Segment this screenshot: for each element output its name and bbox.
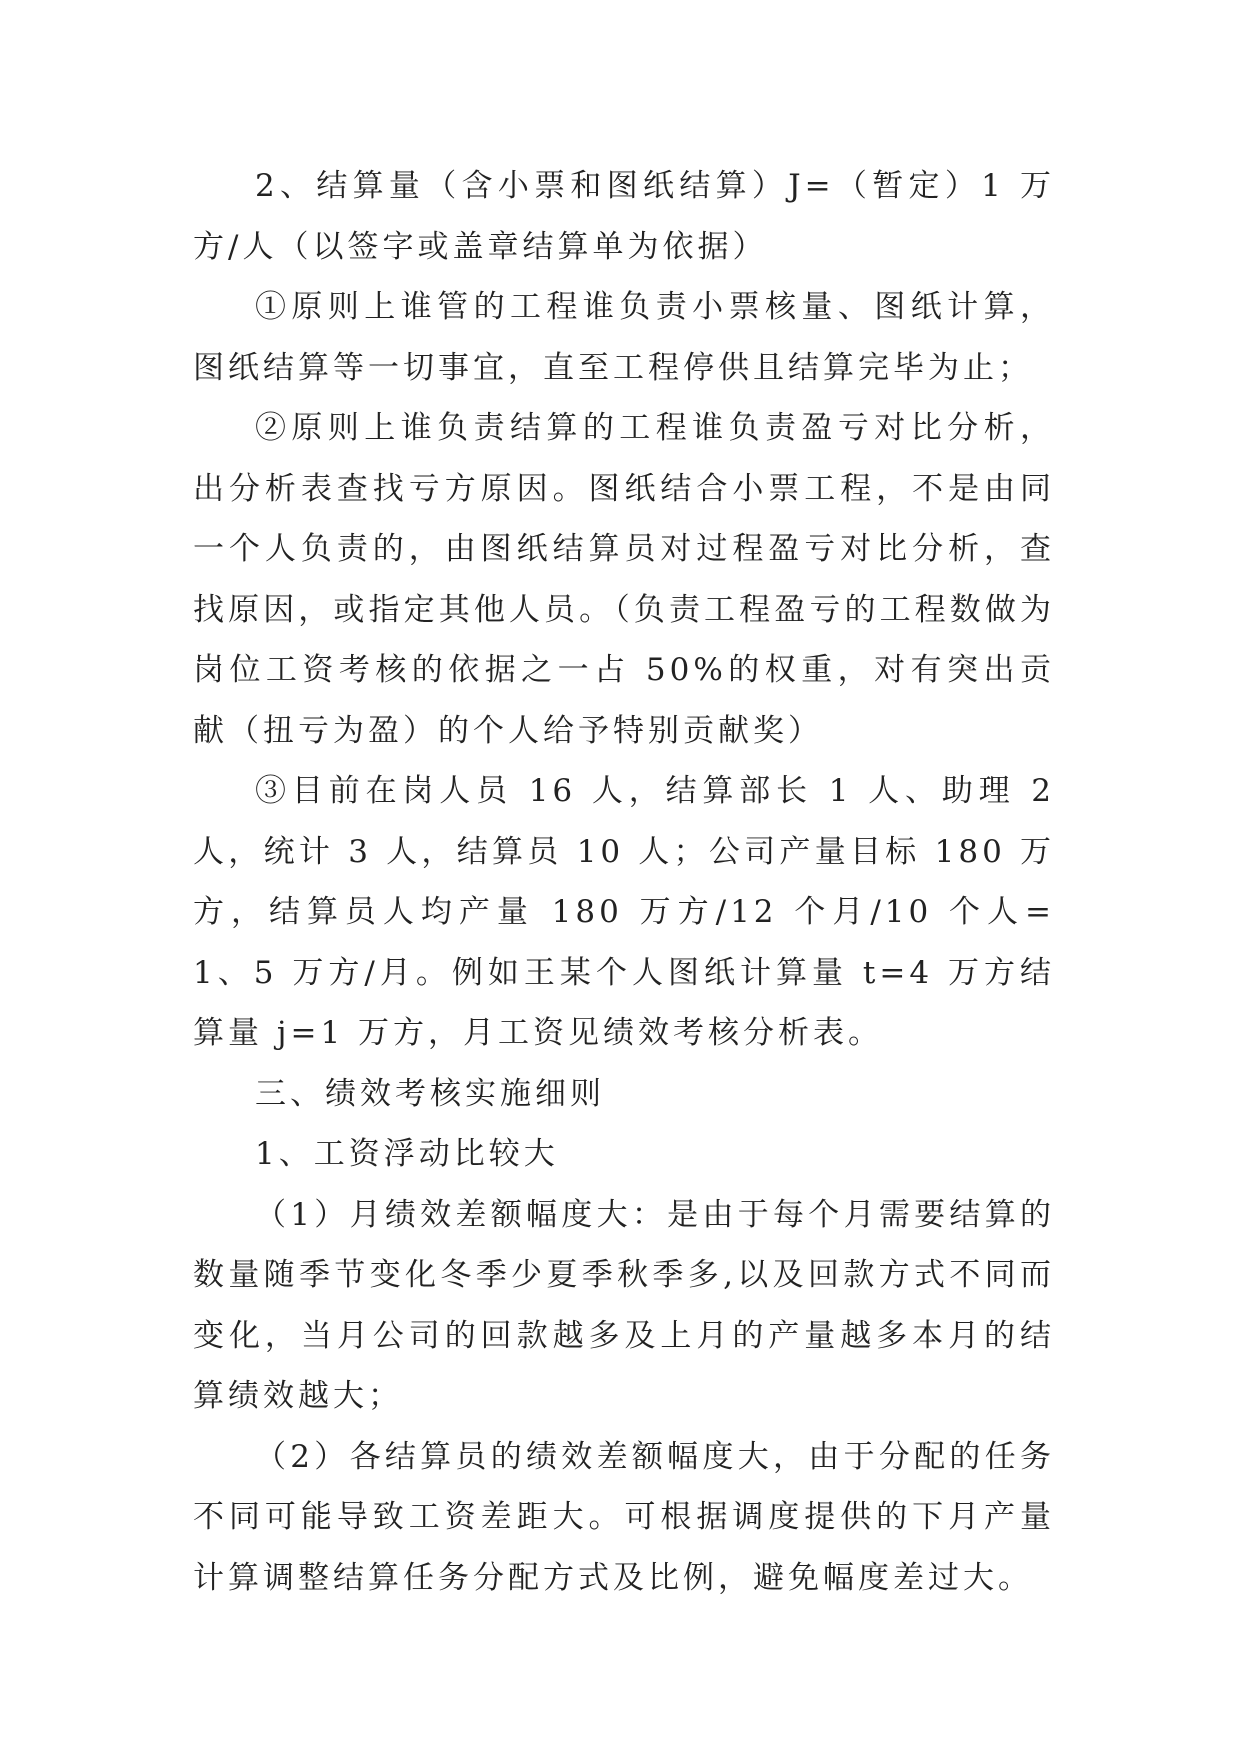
paragraph-item-2: ②原则上谁负责结算的工程谁负责盈亏对比分析，出分析表查找亏方原因。图纸结合小票工程，不是由同一个人负责的，由图纸结算员对过程盈亏对比分析，查找原因，或指定其他人员。（负责工程盈亏的工程数做为岗位工资考核的依据之一占 50%的权重，对有突出贡献（扭亏为盈）的个人给予特别贡献奖） [193, 410, 1055, 749]
paragraph-item-3: ③目前在岗人员 16 人，结算部长 1 人、助理 2 人，统计 3 人，结算员 10 人；公司产量目标 180 万方，结算员人均产量 180 万方/12 个月/10 个人=1、5 万方/月。例如王某个人图纸计算量 t=4 万方结算量 j=1 万方，月工资见绩效考核分析表。 [193, 773, 1055, 1051]
document-body [193, 156, 1055, 1608]
subsection-heading: 1、工资浮动比较大 [255, 1136, 559, 1172]
paragraph-point-1: （1）月绩效差额幅度大：是由于每个月需要结算的数量随季节变化冬季少夏季秋季多,以及回款方式不同而变化，当月公司的回款越多及上月的产量越多本月的结算绩效越大； [193, 1196, 1055, 1414]
paragraph-item-1: ①原则上谁管的工程谁负责小票核量、图纸计算，图纸结算等一切事宜，直至工程停供且结算完毕为止； [193, 289, 1055, 386]
section-heading: 三、绩效考核实施细则 [255, 1075, 605, 1112]
paragraph-settlement-volume: 2、结算量（含小票和图纸结算）J=（暂定）1 万方/人（以签字或盖章结算单为依据） [193, 168, 1055, 265]
paragraph-point-2: （2）各结算员的绩效差额幅度大，由于分配的任务不同可能导致工资差距大。可根据调度提供的下月产量计算调整结算任务分配方式及比例，避免幅度差过大。 [193, 1438, 1055, 1596]
